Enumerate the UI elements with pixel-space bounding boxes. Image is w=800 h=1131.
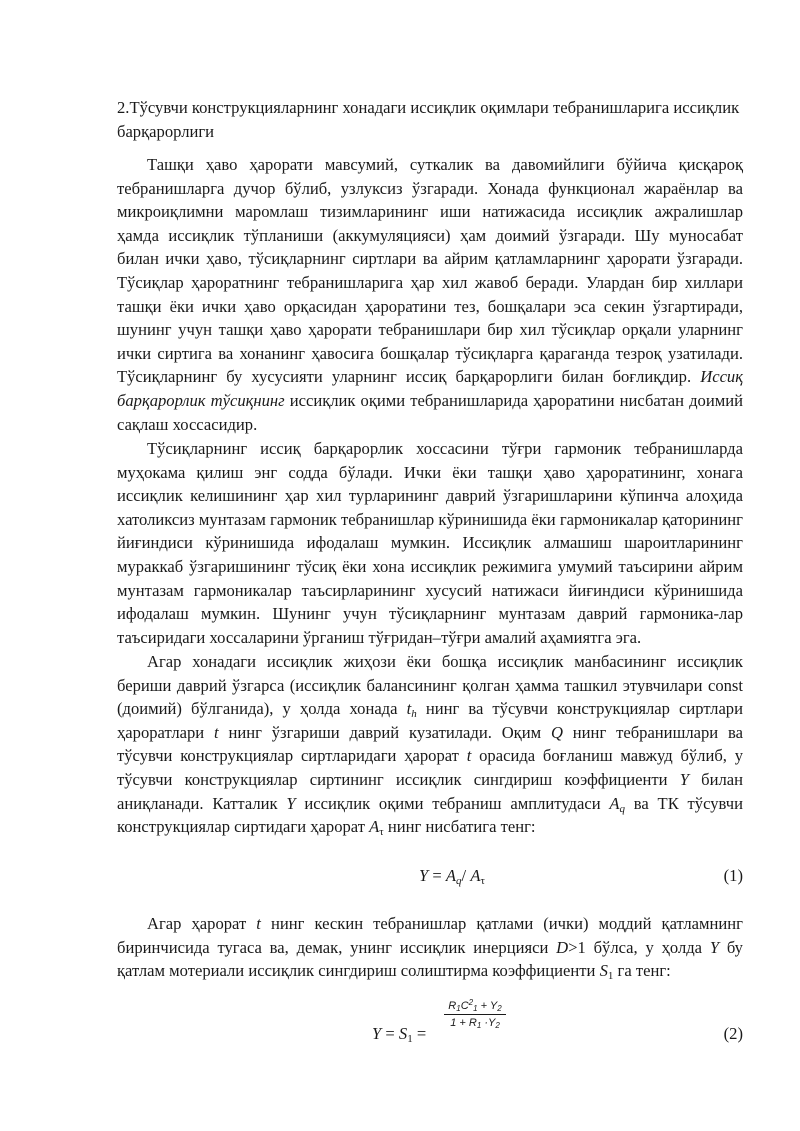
- paragraph-thermal-stability-intro: [117, 153, 743, 436]
- fraction-numerator: $R_1C^2_1 + Y_2$: [444, 999, 506, 1015]
- equation-lhs: [372, 1022, 426, 1046]
- math-var: Y: [679, 769, 689, 789]
- math-var: t: [406, 699, 412, 719]
- math-sub: τ: [480, 875, 485, 887]
- paragraph-text: нинг тебранишлари ва тўсувчи конструкциялар сиртларидаги ҳарорат: [117, 722, 743, 766]
- equation-body: [419, 864, 485, 888]
- paragraph-text: ва ТК тўсувчи конструкциялар сиртидаги ҳарорат: [117, 793, 743, 837]
- math-sub: 1: [407, 1033, 413, 1045]
- paragraph-text: нинг нисбатига тенг:: [387, 817, 536, 837]
- paragraph-text: Ташқи ҳаво ҳарорати мавсумий, суткалик ва давомийлиги бўйича қисқароқ тебранишларга дучор бўлиб, узлуксиз ўзгаради. Хонада функционал жараёнлар ва микроиқлимни маромлаш тизимларининг иши натижасида иссиқлик ажралишлар ҳамда иссиқлик тўпланиши (аккумуляцияси) ҳам доимий ўзгаради. Шу муносабат билан ички ҳаво, тўсиқларнинг сиртлари ва айрим қатламларнинг ҳарорати ўзгаради. Тўсиқлар ҳароратнинг тебранишларига ҳар хил жавоб беради. Улардан бир хиллари ташқи ёки ички ҳаво орқасидан ҳароратини тез, бошқалари эса секин ўзгартиради, шунинг учун ташқи ҳаво ҳарорати тебранишлари бир хил тўсиқлар орқали уларнинг ички сиртига ва хонанинг ҳавосига бошқалар тўсиқларга қараганда тезроқ узатилади. Тўсиқларнинг бу хусусияти уларнинг иссиқ барқарорлиги билан боғлиқдир.: [117, 155, 743, 387]
- paragraph-heat-absorption: [117, 650, 743, 839]
- math-sub: 1: [607, 970, 614, 983]
- equation-1: [0, 864, 800, 888]
- math-var: A: [609, 793, 620, 813]
- math-sub: τ: [379, 826, 384, 839]
- paragraph-text: Тўсиқларнинг иссиқ барқарорлик хоссасини тўғри гармоник тебранишларда муҳокама қилиш энг содда бўлади. Ички ёки ташқи ҳаво ҳароратининг, хонага иссиқлик келишининг ҳар хил турларининг даврий ўзгаришларини кўпинча алоҳида хатоликсиз мунтазам гармоник тебранишлар кўринишида ёки гармоникалар қаторининг йиғиндиси кўринишида ифодалаш мумкин. Иссиқлик алмашиш шароитларининг мураккаб ўзгаришининг тўсиқ ёки хона иссиқлик режимига умумий таъсирини айрим мунтазам гармоникалар таъсирларининг хусусий натижаси йиғиндиси кўринишида ифодалаш мумкин. Шунинг учун тўсиқларнинг мунтазам даврий гармоника-лар таъсиридаги хоссаларини ўрганиш тўғридан–тўғри амалий аҳамиятга эга.: [117, 439, 743, 647]
- math-var: A: [470, 866, 481, 885]
- paragraph-text: Агар хонадаги иссиқлик жиҳози ёки бошқа иссиқлик манбасининг иссиқлик бериши даврий ўзгарса (иссиқлик балансининг қолган ҳамма ташкил этувчилари const (доимий) бўлганида), у ҳолда хонада: [117, 652, 743, 719]
- math-sub: q: [456, 875, 462, 887]
- math-var: Q: [550, 722, 563, 742]
- math-var: t: [256, 914, 261, 933]
- math-sub: q: [619, 802, 626, 815]
- math-var: A: [369, 817, 380, 837]
- paragraph-text: нинг кескин тебранишлар қатлами (ички) моддий қатламнинг биринчисида тугаса ва, демак, унинг иссиқлик инерцияси: [117, 914, 743, 957]
- paragraph-text: >1 бўлса, у ҳолда: [568, 937, 703, 957]
- math-operator: /: [461, 866, 467, 885]
- equation-number: (1): [723, 866, 743, 885]
- math-var: S: [398, 1024, 408, 1043]
- math-operator: =: [432, 866, 442, 885]
- equation-2: [0, 1022, 800, 1046]
- paragraph-text: Агар ҳарорат: [147, 914, 247, 933]
- fraction-denominator: $1 + R_1 \cdot Y_2$: [450, 1017, 500, 1030]
- paragraph-text: нинг ўзгариши даврий кузатилади. Оқим: [228, 722, 542, 742]
- paragraph-thermal-inertia: [117, 912, 743, 983]
- math-var: S: [599, 961, 608, 981]
- paragraph-text: га тенг:: [617, 961, 671, 981]
- math-operator: =: [385, 1024, 395, 1043]
- math-var: Y: [372, 1024, 382, 1043]
- math-sub: h: [411, 708, 417, 721]
- paragraph-text: билан аниқланади. Катталик: [117, 769, 743, 813]
- paragraph-text: нинг ва тўсувчи конструкциялар сиртлари ҳароратлари: [117, 699, 743, 742]
- math-operator: =: [416, 1024, 427, 1043]
- equation-2-fraction: [444, 999, 506, 1030]
- math-var: D: [556, 937, 569, 957]
- math-var: Y: [286, 793, 296, 813]
- paragraph-text: иссиқлик оқими тебраниш амплитудаси: [304, 793, 601, 813]
- section-heading: 2.Тўсувчи конструкцияларнинг хонадаги иссиқлик оқимлари тебранишларига иссиқлик барқарорлиги: [117, 98, 740, 141]
- math-var: t: [466, 746, 472, 766]
- definition-term: Иссиқ барқарорлик тўсиқнинг: [117, 367, 743, 410]
- paragraph-text: иссиқлик оқими тебранишларида ҳароратини нисбатан доимий сақлаш хоссасидир.: [117, 390, 743, 434]
- math-var: A: [445, 866, 457, 885]
- math-var: Y: [709, 937, 720, 957]
- math-var: Y: [419, 866, 429, 885]
- math-var: t: [214, 722, 219, 742]
- paragraph-text: орасида боғланиш мавжуд бўлиб, у тўсувчи конструкциялар сиртининг иссиқлик сингдириш коэффициенти: [117, 746, 743, 789]
- paragraph-text: бу қатлам мотериали иссиқлик сингдириш солиштирма коэффициенти: [117, 937, 743, 981]
- equation-number: (2): [723, 1024, 743, 1043]
- paragraph-harmonic-oscillations: [117, 437, 743, 649]
